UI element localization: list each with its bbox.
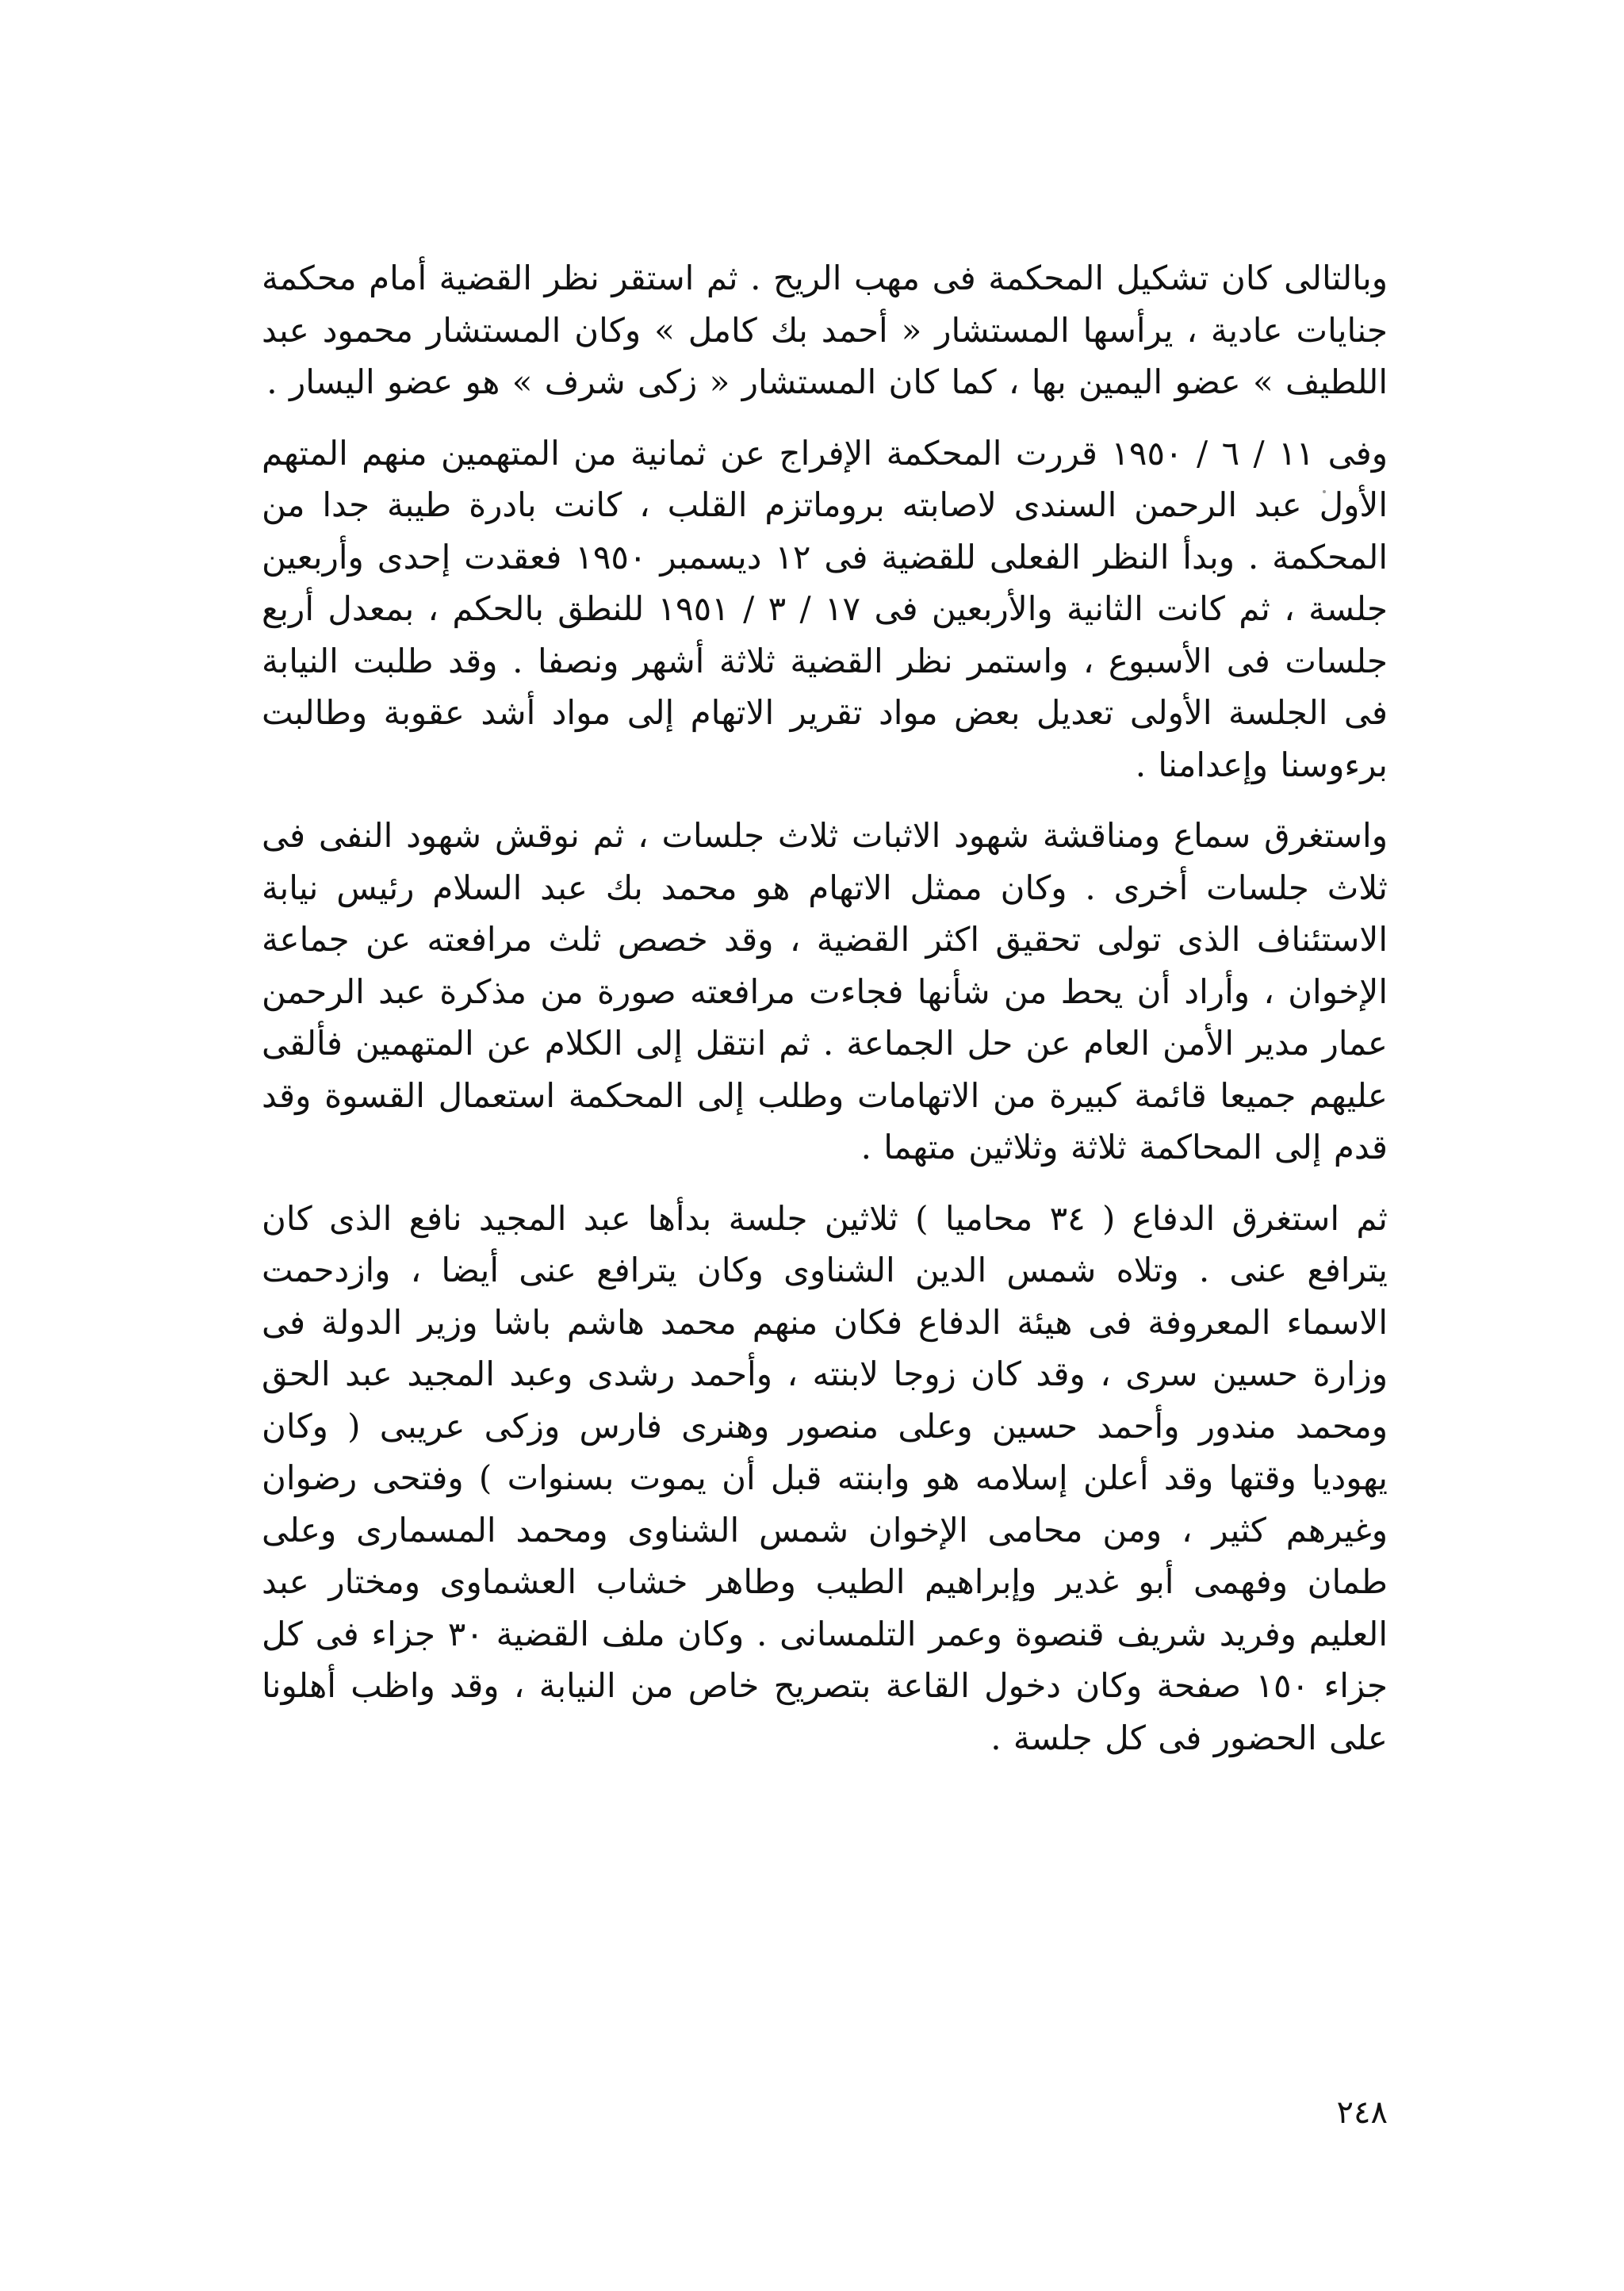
paragraph-1: وبالتالى كان تشكيل المحكمة فى مهب الريح . ثم استقر نظر القضية أمام محكمة جنايات عادية ، يرأسها المستشار « أحمد بك كامل » وكان المستشار محمود عبد اللطيف » عضو اليمين بها ، كما كان المستشار « زكى شرف » هو عضو اليسار . <box>262 259 1388 401</box>
body-text <box>262 252 1388 1764</box>
paragraph-4: ثم استغرق الدفاع ( ٣٤ محاميا ) ثلاثين جلسة بدأها عبد المجيد نافع الذى كان يترافع عنى . وتلاه شمس الدين الشناوى وكان يترافع عنى أيضا ، وازدحمت الاسماء المعروفة فى هيئة الدفاع فكان منهم محمد هاشم باشا وزير الدولة فى وزارة حسين سرى ، وقد كان زوجا لابنته ، وأحمد رشدى وعبد المجيد عبد الحق ومحمد مندور وأحمد حسين وعلى منصور وهنرى فارس وزكى عريبى ( وكان يهوديا وقتها وقد أعلن إسلامه هو وابنته قبل أن يموت بسنوات ) وفتحى رضوان وغيرهم كثير ، ومن محامى الإخوان شمس الشناوى ومحمد المسمارى وعلى طمان وفهمى أبو غدير وإبراهيم الطيب وطاهر خشاب العشماوى ومختار عبد العليم وفريد شريف قنصوة وعمر التلمسانى . وكان ملف القضية ٣٠ جزاء فى كل جزاء ١٥٠ صفحة وكان دخول القاعة بتصريح خاص من النيابة ، وقد واظب أهلونا على الحضور فى كل جلسة . <box>262 1198 1388 1757</box>
paragraph-2: وفى ١١ / ٦ / ١٩٥٠ قررت المحكمة الإفراج عن ثمانية من المتهمين منهم المتهم الأول عبد الرحمن السندى لاصابته بروماتزم القلب ، كانت بادرة طيبة جدا من المحكمة . وبدأ النظر الفعلى للقضية فى ١٢ ديسمبر ١٩٥٠ فعقدت إحدى وأربعين جلسة ، ثم كانت الثانية والأربعين فى ١٧ / ٣ / ١٩٥١ للنطق بالحكم ، بمعدل أربع جلسات فى الأسبوع ، واستمر نظر القضية ثلاثة أشهر ونصفا . وقد طلبت النيابة فى الجلسة الأولى تعديل بعض مواد تقرير الاتهام إلى مواد أشد عقوبة وطالبت برءوسنا وإعدامنا . <box>262 433 1388 784</box>
paragraph-3: واستغرق سماع ومناقشة شهود الاثبات ثلاث جلسات ، ثم نوقش شهود النفى فى ثلاث جلسات أخرى . وكان ممثل الاتهام هو محمد بك عبد السلام رئيس نيابة الاستئناف الذى تولى تحقيق اكثر القضية ، وقد خصص ثلث مرافعته عن جماعة الإخوان ، وأراد أن يحط من شأنها فجاءت مرافعته صورة من مذكرة عبد الرحمن عمار مدير الأمن العام عن حل الجماعة . ثم انتقل إلى الكلام عن المتهمين فألقى عليهم جميعا قائمة كبيرة من الاتهامات وطلب إلى المحكمة استعمال القسوة وقد قدم إلى المحاكمة ثلاثة وثلاثين متهما . <box>262 816 1388 1167</box>
page-number: ٢٤٨ <box>1336 2094 1388 2131</box>
